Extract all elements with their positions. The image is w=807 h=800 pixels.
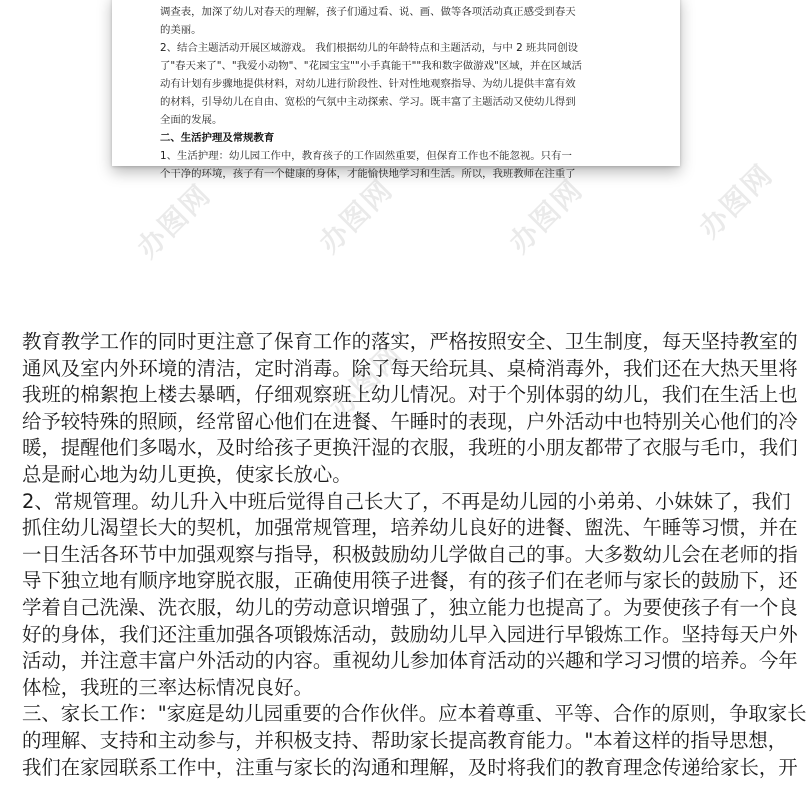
body-line: 我们在家园联系工作中，注重与家长的沟通和理解，及时将我们的教育理念传递给家长，开: [22, 755, 798, 779]
card-line: 个干净的环境，孩子有一个健康的身体，才能愉快地学习和生活。所以，我班教师在注重了: [160, 168, 576, 180]
document-preview-card: [112, 0, 680, 180]
watermark: 办图网: [692, 157, 780, 245]
body-line: 学着自己洗澡、洗衣服，幼儿的劳动意识增强了，独立能力也提高了。为要使孩子有一个良: [22, 595, 798, 619]
body-line: 体检，我班的三率达标情况良好。: [22, 675, 313, 699]
card-text: [160, 3, 650, 183]
watermark: 办图网: [322, 337, 410, 425]
watermark: 办图网: [502, 172, 590, 260]
body-line: 教育教学工作的同时更注意了保育工作的落实，严格按照安全、卫生制度，每天坚持教室的: [22, 330, 798, 353]
section-heading: 二、生活护理及常规教育: [160, 132, 275, 144]
body-line: 我班的棉絮抱上楼去暴晒，仔细观察班上幼儿情况。对于个别体弱的幼儿，我们在生活上也: [22, 383, 798, 407]
body-line: 暖，提醒他们多喝水，及时给孩子更换汗湿的衣服，我班的小朋友都带了衣服与毛巾，我们: [22, 436, 798, 460]
card-line: 动有计划有步骤地提供材料，对幼儿进行阶段性、针对性地观察指导、为幼儿提供丰富有效: [160, 78, 576, 90]
body-line: 的理解、支持和主动参与，并积极支持、帮助家长提高教育能力。"本着这样的指导思想，: [22, 728, 788, 752]
card-line: 的材料，引导幼儿在自由、宽松的气氛中主动探索、学习。既丰富了主题活动又使幼儿得到: [160, 96, 576, 108]
card-line: 了"春天来了"、"我爱小动物"、"花园宝宝""小手真能干""我和数字做游戏"区域，并在区域活: [160, 60, 582, 72]
body-line: 一日生活各环节中加强观察与指导，积极鼓励幼儿学做自己的事。大多数幼儿会在老师的指: [22, 542, 798, 566]
body-line: 给予较特殊的照顾，经常留心他们在进餐、午睡时的表现，户外活动中也特别关心他们的冷: [22, 409, 798, 433]
body-line: 好的身体，我们还注重加强各项锻炼活动，鼓励幼儿早入园进行早锻炼工作。坚持每天户外: [22, 622, 798, 646]
card-line: 1、生活护理：幼儿园工作中，教育孩子的工作固然重要，但保育工作也不能忽视。只有一: [160, 150, 572, 162]
watermark: 办图网: [312, 172, 400, 260]
body-line: 抓住幼儿渴望长大的契机，加强常规管理，培养幼儿良好的进餐、盥洗、午睡等习惯，并在: [22, 516, 798, 540]
card-line: 的美丽。: [160, 24, 202, 36]
card-line: 全面的发展。: [160, 114, 223, 126]
card-line: 2、结合主题活动开展区域游戏。 我们根据幼儿的年龄特点和主题活动，与中 2 班共同创设: [160, 42, 578, 54]
body-line: 2、常规管理。幼儿升入中班后觉得自己长大了，不再是幼儿园的小弟弟、小妹妹了，我们: [22, 489, 791, 513]
body-line: 总是耐心地为幼儿更换，使家长放心。: [22, 462, 352, 486]
card-line: 调查表，加深了幼儿对春天的理解，孩子们通过看、说、画、做等各项活动真正感受到春天: [160, 6, 576, 18]
body-line: 导下独立地有顺序地穿脱衣服，正确使用筷子进餐，有的孩子们在老师与家长的鼓励下，还: [22, 569, 798, 593]
body-line: 通风及室内外环境的清洁，定时消毒。除了每天给玩具、桌椅消毒外，我们还在大热天里将: [22, 356, 798, 380]
body-text: [22, 329, 807, 781]
watermark: 办图网: [130, 177, 218, 265]
body-line: 三、家长工作："家庭是幼儿园重要的合作伙伴。应本着尊重、平等、合作的原则，争取家长: [22, 702, 807, 726]
body-line: 活动，并注意丰富户外活动的内容。重视幼儿参加体育活动的兴趣和学习习惯的培养。今年: [22, 649, 798, 673]
